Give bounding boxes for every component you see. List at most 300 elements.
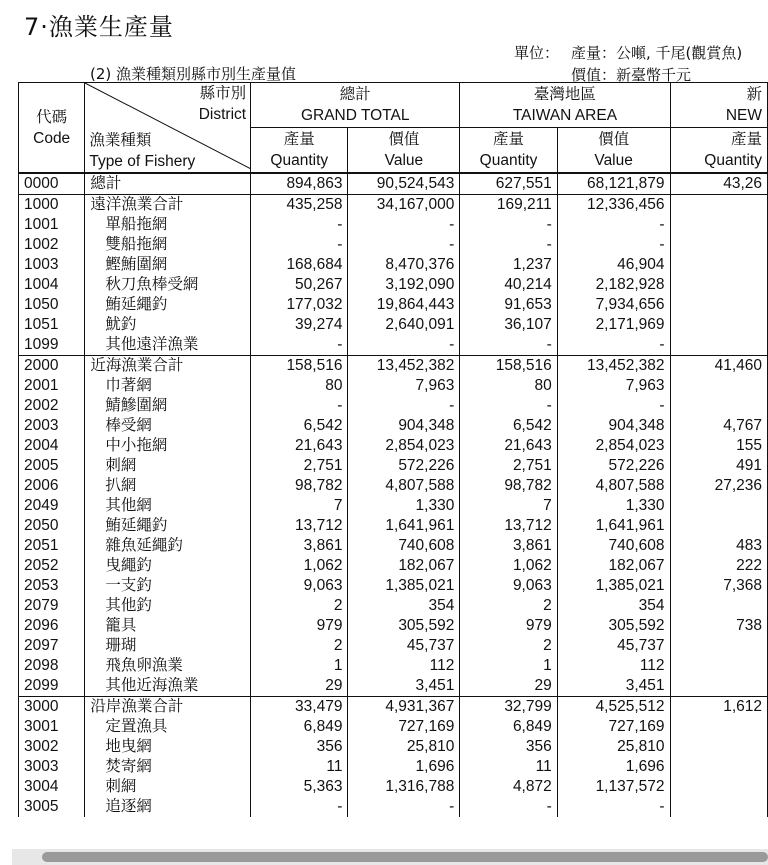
taiwan-area-header (460, 83, 670, 128)
row-fishery-type: 雙船拖網 (85, 235, 251, 255)
row-fishery-type: 秋刀魚棒受網 (85, 275, 251, 295)
new-taipei-quantity (670, 496, 767, 516)
grand-total-value: 90,524,543 (348, 173, 460, 195)
new-taipei-quantity (670, 275, 767, 295)
row-fishery-type: 扒網 (85, 476, 251, 496)
new-taipei-quantity (670, 596, 767, 616)
taiwan-value: 182,067 (557, 556, 670, 576)
new-taipei-header-zh: 新 (746, 86, 762, 103)
taiwan-quantity: 2,751 (460, 456, 557, 476)
taiwan-quantity: 1 (460, 656, 557, 676)
taiwan-value: 1,696 (557, 757, 670, 777)
new-taipei-quantity (670, 797, 767, 817)
fishery-type-label-zh: 漁業種類 (89, 132, 152, 149)
row-fishery-type: 單船拖網 (85, 215, 251, 235)
grand-total-quantity: 979 (251, 616, 348, 636)
fishery-production-table (18, 82, 768, 817)
table-row (19, 516, 768, 536)
table-row (19, 335, 768, 356)
taiwan-value: - (557, 335, 670, 356)
grand-total-value: 305,592 (348, 616, 460, 636)
taiwan-value: 354 (557, 596, 670, 616)
taiwan-value: 45,737 (557, 636, 670, 656)
taiwan-quantity: 1,062 (460, 556, 557, 576)
grand-total-quantity: 29 (251, 676, 348, 697)
row-fishery-type: 地曳網 (85, 737, 251, 757)
row-fishery-type: 沿岸漁業合計 (85, 697, 251, 718)
taiwan-value: 572,226 (557, 456, 670, 476)
taiwan-value: 904,348 (557, 416, 670, 436)
grand-total-quantity: 33,479 (251, 697, 348, 718)
scrollbar-thumb[interactable] (42, 852, 768, 862)
code-header-zh: 代碼 (36, 108, 68, 126)
grand-total-quantity: 2 (251, 636, 348, 656)
taiwan-value: 7,934,656 (557, 295, 670, 315)
row-code: 2000 (19, 356, 85, 377)
taiwan-quantity: 356 (460, 737, 557, 757)
row-fishery-type: 刺網 (85, 777, 251, 797)
grand-total-quantity: 98,782 (251, 476, 348, 496)
taiwan-quantity: 627,551 (460, 173, 557, 195)
taiwan-quantity: 169,211 (460, 195, 557, 216)
row-fishery-type: 其他釣 (85, 596, 251, 616)
row-code: 1003 (19, 255, 85, 275)
row-code: 1001 (19, 215, 85, 235)
row-fishery-type: 鮪延繩釣 (85, 516, 251, 536)
district-label (199, 83, 246, 125)
taiwan-value: 7,963 (557, 376, 670, 396)
grand-total-quantity: 356 (251, 737, 348, 757)
taiwan-value: 727,169 (557, 717, 670, 737)
table-row (19, 656, 768, 676)
table-row (19, 777, 768, 797)
grand-total-value: 19,864,443 (348, 295, 460, 315)
row-code: 3000 (19, 697, 85, 718)
grand-total-value: 3,451 (348, 676, 460, 697)
table-row (19, 676, 768, 697)
new-taipei-quantity (670, 737, 767, 757)
row-code: 2050 (19, 516, 85, 536)
row-code: 2052 (19, 556, 85, 576)
grand-total-value: 354 (348, 596, 460, 616)
taiwan-quantity: 13,712 (460, 516, 557, 536)
grand-total-quantity: 168,684 (251, 255, 348, 275)
table-row (19, 757, 768, 777)
grand-total-quantity: 2 (251, 596, 348, 616)
table-row (19, 356, 768, 377)
row-code: 2099 (19, 676, 85, 697)
grand-total-quantity: 7 (251, 496, 348, 516)
code-header-en: Code (33, 129, 71, 147)
taiwan-quantity: - (460, 396, 557, 416)
taiwan-value: 4,525,512 (557, 697, 670, 718)
taiwan-quantity: 3,861 (460, 536, 557, 556)
taiwan-value: 46,904 (557, 255, 670, 275)
table-row (19, 416, 768, 436)
taiwan-quantity: 11 (460, 757, 557, 777)
row-fishery-type: 追逐網 (85, 797, 251, 817)
table-row (19, 456, 768, 476)
quantity-label-zh: 產量 (730, 131, 762, 148)
taiwan-value: 112 (557, 656, 670, 676)
new-taipei-quantity-header (670, 128, 767, 174)
value-label-zh: 價值 (388, 131, 420, 148)
row-fishery-type: 珊瑚 (85, 636, 251, 656)
grand-total-quantity: 177,032 (251, 295, 348, 315)
taiwan-value: 1,137,572 (557, 777, 670, 797)
grand-total-value: 2,640,091 (348, 315, 460, 335)
table-row (19, 636, 768, 656)
taiwan-quantity: - (460, 215, 557, 235)
new-taipei-quantity: 491 (670, 456, 767, 476)
grand-total-quantity: 21,643 (251, 436, 348, 456)
row-code: 0000 (19, 173, 85, 195)
grand-total-quantity: - (251, 215, 348, 235)
row-fishery-type: 其他網 (85, 496, 251, 516)
new-taipei-quantity (670, 396, 767, 416)
new-taipei-quantity (670, 376, 767, 396)
grand-total-quantity: 3,861 (251, 536, 348, 556)
table-row (19, 576, 768, 596)
taiwan-value: - (557, 235, 670, 255)
new-taipei-quantity: 27,236 (670, 476, 767, 496)
page-title: 7·漁業生產量 (24, 13, 174, 41)
table-row (19, 737, 768, 757)
new-taipei-quantity (670, 195, 767, 216)
new-taipei-quantity (670, 717, 767, 737)
table-row (19, 195, 768, 216)
new-taipei-header-en: NEW (725, 107, 762, 124)
taiwan-quantity: 32,799 (460, 697, 557, 718)
new-taipei-quantity: 7,368 (670, 576, 767, 596)
taiwan-value: 13,452,382 (557, 356, 670, 377)
quantity-label-en: Quantity (479, 152, 538, 169)
grand-total-quantity: 435,258 (251, 195, 348, 216)
grand-total-value: 1,330 (348, 496, 460, 516)
new-taipei-quantity: 43,26 (670, 173, 767, 195)
grand-total-value: - (348, 335, 460, 356)
grand-total-value: 740,608 (348, 536, 460, 556)
taiwan-value: 68,121,879 (557, 173, 670, 195)
taiwan-quantity: 2 (460, 636, 557, 656)
row-code: 2097 (19, 636, 85, 656)
taiwan-quantity: 98,782 (460, 476, 557, 496)
row-code: 1051 (19, 315, 85, 335)
taiwan-area-header-en: TAIWAN AREA (512, 107, 618, 124)
row-code: 2096 (19, 616, 85, 636)
row-code: 2053 (19, 576, 85, 596)
taiwan-area-header-zh: 臺灣地區 (533, 86, 596, 103)
horizontal-scrollbar[interactable] (12, 849, 768, 865)
row-code: 2098 (19, 656, 85, 676)
row-code: 3001 (19, 717, 85, 737)
grand-total-quantity: - (251, 335, 348, 356)
row-fishery-type: 棒受網 (85, 416, 251, 436)
table-row (19, 215, 768, 235)
row-fishery-type: 其他遠洋漁業 (85, 335, 251, 356)
taiwan-value: 305,592 (557, 616, 670, 636)
taiwan-value: 4,807,588 (557, 476, 670, 496)
quantity-label-en: Quantity (270, 152, 329, 169)
table-row (19, 255, 768, 275)
row-code: 2004 (19, 436, 85, 456)
grand-total-quantity: - (251, 235, 348, 255)
grand-total-value: - (348, 215, 460, 235)
row-fishery-type: 籠具 (85, 616, 251, 636)
table-row (19, 275, 768, 295)
taiwan-quantity: 1,237 (460, 255, 557, 275)
grand-total-quantity: 894,863 (251, 173, 348, 195)
grand-total-value: 3,192,090 (348, 275, 460, 295)
grand-total-quantity: 6,542 (251, 416, 348, 436)
row-code: 2003 (19, 416, 85, 436)
table-row (19, 717, 768, 737)
grand-total-value: 182,067 (348, 556, 460, 576)
taiwan-value: - (557, 797, 670, 817)
table-subtitle: (2) 漁業種類別縣市別生產量值 (90, 65, 297, 83)
taiwan-value: 1,385,021 (557, 576, 670, 596)
table-row (19, 295, 768, 315)
district-label-zh: 縣市別 (199, 85, 247, 102)
row-code: 3005 (19, 797, 85, 817)
row-fishery-type: 鯖鰺圍網 (85, 396, 251, 416)
row-code: 1004 (19, 275, 85, 295)
taiwan-quantity: 979 (460, 616, 557, 636)
grand-total-value: 2,854,023 (348, 436, 460, 456)
grand-total-quantity: - (251, 797, 348, 817)
row-code: 2001 (19, 376, 85, 396)
row-code: 1002 (19, 235, 85, 255)
taiwan-value: 3,451 (557, 676, 670, 697)
taiwan-value-header (557, 128, 670, 174)
quantity-label-en: Quantity (704, 152, 762, 169)
grand-total-quantity: 80 (251, 376, 348, 396)
grand-total-value: 727,169 (348, 717, 460, 737)
row-code: 1000 (19, 195, 85, 216)
grand-total-quantity-header (251, 128, 348, 174)
taiwan-quantity: - (460, 797, 557, 817)
new-taipei-quantity: 1,612 (670, 697, 767, 718)
table-row (19, 173, 768, 195)
row-code: 2005 (19, 456, 85, 476)
row-fishery-type: 飛魚卵漁業 (85, 656, 251, 676)
taiwan-value: 2,182,928 (557, 275, 670, 295)
grand-total-value: 1,316,788 (348, 777, 460, 797)
row-fishery-type: 曳繩釣 (85, 556, 251, 576)
unit-quantity: 產量：公噸, 千尾(觀賞魚) (571, 44, 743, 62)
table-row (19, 476, 768, 496)
grand-total-header-en: GRAND TOTAL (300, 107, 410, 124)
row-fishery-type: 遠洋漁業合計 (85, 195, 251, 216)
value-label-en: Value (384, 152, 424, 169)
grand-total-value-header (348, 128, 460, 174)
taiwan-value: - (557, 215, 670, 235)
unit-value: 價值：新臺幣千元 (571, 66, 692, 84)
row-fishery-type: 雜魚延繩釣 (85, 536, 251, 556)
table-row (19, 596, 768, 616)
row-code: 3003 (19, 757, 85, 777)
taiwan-quantity: 7 (460, 496, 557, 516)
row-fishery-type: 鮪延繩釣 (85, 295, 251, 315)
grand-total-value: 13,452,382 (348, 356, 460, 377)
taiwan-quantity: 2 (460, 596, 557, 616)
taiwan-quantity: 4,872 (460, 777, 557, 797)
unit-note (514, 42, 742, 86)
taiwan-value: 12,336,456 (557, 195, 670, 216)
new-taipei-quantity: 41,460 (670, 356, 767, 377)
taiwan-value: 2,854,023 (557, 436, 670, 456)
table-row (19, 616, 768, 636)
grand-total-quantity: - (251, 396, 348, 416)
taiwan-value: 1,641,961 (557, 516, 670, 536)
table-row (19, 396, 768, 416)
new-taipei-quantity (670, 636, 767, 656)
row-code: 2006 (19, 476, 85, 496)
quantity-label-zh: 產量 (493, 131, 525, 148)
table-row (19, 496, 768, 516)
row-code: 2051 (19, 536, 85, 556)
taiwan-value: 25,810 (557, 737, 670, 757)
new-taipei-quantity (670, 215, 767, 235)
grand-total-quantity: 9,063 (251, 576, 348, 596)
row-fishery-type: 巾著網 (85, 376, 251, 396)
grand-total-quantity: 11 (251, 757, 348, 777)
new-taipei-quantity (670, 235, 767, 255)
grand-total-header (251, 83, 460, 128)
data-sheet[interactable] (18, 82, 768, 846)
row-code: 2002 (19, 396, 85, 416)
taiwan-quantity: 36,107 (460, 315, 557, 335)
fishery-type-label-en: Type of Fishery (89, 153, 196, 170)
taiwan-value: 2,171,969 (557, 315, 670, 335)
new-taipei-quantity: 4,767 (670, 416, 767, 436)
taiwan-quantity: 29 (460, 676, 557, 697)
new-taipei-quantity (670, 315, 767, 335)
table-row (19, 235, 768, 255)
row-fishery-type: 魷釣 (85, 315, 251, 335)
row-fishery-type: 總計 (85, 173, 251, 195)
row-fishery-type: 刺網 (85, 456, 251, 476)
table-body (19, 173, 768, 817)
grand-total-quantity: 1,062 (251, 556, 348, 576)
taiwan-value: - (557, 396, 670, 416)
row-code: 2049 (19, 496, 85, 516)
grand-total-quantity: 50,267 (251, 275, 348, 295)
new-taipei-quantity: 483 (670, 536, 767, 556)
code-header (19, 83, 85, 174)
grand-total-value: 1,385,021 (348, 576, 460, 596)
grand-total-value: - (348, 797, 460, 817)
taiwan-value: 1,330 (557, 496, 670, 516)
taiwan-quantity: 6,849 (460, 717, 557, 737)
value-label-zh: 價值 (598, 131, 630, 148)
grand-total-quantity: 2,751 (251, 456, 348, 476)
taiwan-quantity: 21,643 (460, 436, 557, 456)
grand-total-value: - (348, 396, 460, 416)
grand-total-value: 904,348 (348, 416, 460, 436)
row-code: 3002 (19, 737, 85, 757)
new-taipei-header (670, 83, 767, 128)
new-taipei-quantity (670, 676, 767, 697)
row-code: 1099 (19, 335, 85, 356)
table-row (19, 797, 768, 817)
district-fishery-header (85, 83, 251, 174)
taiwan-quantity: 158,516 (460, 356, 557, 377)
row-fishery-type: 鰹鮪圍網 (85, 255, 251, 275)
fishery-type-label (89, 130, 195, 172)
grand-total-value: 572,226 (348, 456, 460, 476)
table-row (19, 697, 768, 718)
row-fishery-type: 焚寄網 (85, 757, 251, 777)
district-label-en: District (198, 106, 247, 123)
unit-label: 單位： (514, 44, 560, 62)
row-fishery-type: 其他近海漁業 (85, 676, 251, 697)
grand-total-quantity: 39,274 (251, 315, 348, 335)
value-label-en: Value (594, 152, 633, 169)
row-code: 3004 (19, 777, 85, 797)
row-fishery-type: 近海漁業合計 (85, 356, 251, 377)
row-fishery-type: 定置漁具 (85, 717, 251, 737)
row-code: 2079 (19, 596, 85, 616)
row-fishery-type: 中小拖網 (85, 436, 251, 456)
grand-total-value: 1,641,961 (348, 516, 460, 536)
grand-total-quantity: 6,849 (251, 717, 348, 737)
grand-total-header-zh: 總計 (339, 86, 371, 103)
new-taipei-quantity (670, 335, 767, 356)
row-fishery-type: 一支釣 (85, 576, 251, 596)
table-row (19, 315, 768, 335)
table-row (19, 536, 768, 556)
grand-total-value: 7,963 (348, 376, 460, 396)
taiwan-quantity: 6,542 (460, 416, 557, 436)
table-row (19, 376, 768, 396)
new-taipei-quantity: 155 (670, 436, 767, 456)
table-row (19, 556, 768, 576)
grand-total-value: 4,931,367 (348, 697, 460, 718)
quantity-label-zh: 產量 (283, 131, 315, 148)
new-taipei-quantity (670, 656, 767, 676)
new-taipei-quantity (670, 255, 767, 275)
grand-total-value: 1,696 (348, 757, 460, 777)
grand-total-value: 8,470,376 (348, 255, 460, 275)
new-taipei-quantity (670, 516, 767, 536)
grand-total-value: - (348, 235, 460, 255)
new-taipei-quantity: 738 (670, 616, 767, 636)
grand-total-quantity: 5,363 (251, 777, 348, 797)
grand-total-quantity: 1 (251, 656, 348, 676)
new-taipei-quantity (670, 777, 767, 797)
new-taipei-quantity (670, 295, 767, 315)
taiwan-quantity: - (460, 335, 557, 356)
new-taipei-quantity (670, 757, 767, 777)
table-row (19, 436, 768, 456)
taiwan-quantity: 80 (460, 376, 557, 396)
grand-total-value: 34,167,000 (348, 195, 460, 216)
grand-total-value: 45,737 (348, 636, 460, 656)
taiwan-quantity: 91,653 (460, 295, 557, 315)
grand-total-value: 112 (348, 656, 460, 676)
grand-total-value: 4,807,588 (348, 476, 460, 496)
taiwan-quantity: - (460, 235, 557, 255)
grand-total-value: 25,810 (348, 737, 460, 757)
grand-total-quantity: 13,712 (251, 516, 348, 536)
taiwan-quantity: 40,214 (460, 275, 557, 295)
row-code: 1050 (19, 295, 85, 315)
new-taipei-quantity: 222 (670, 556, 767, 576)
grand-total-quantity: 158,516 (251, 356, 348, 377)
taiwan-value: 740,608 (557, 536, 670, 556)
taiwan-quantity: 9,063 (460, 576, 557, 596)
